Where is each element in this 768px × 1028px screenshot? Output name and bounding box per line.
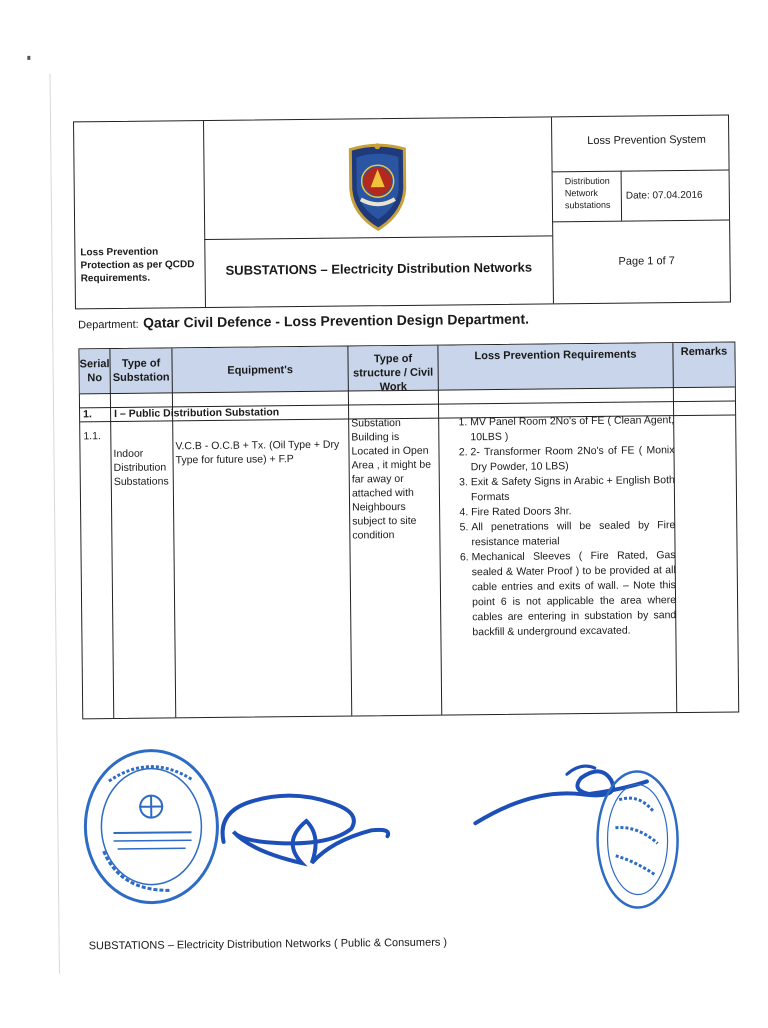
section-title: I – Public Distribution Substation xyxy=(114,406,280,420)
department-label: Department: xyxy=(78,318,139,332)
header-box xyxy=(73,115,731,310)
requirement-item: 6. Mechanical Sleeves ( Fire Rated, Gas sealed & Water Proof ) to be provided at all cable entries and exits of wall. – Note this point 6 is not applicable the area where cables are entering in substation by sand backfill & underground excavated. xyxy=(472,548,677,640)
lp-protection-label: Loss Prevention Protection as per QCDD Requirements. xyxy=(80,246,195,285)
col-type: Type of Substation xyxy=(112,357,170,385)
civil-defence-crest-logo xyxy=(342,139,413,232)
page-edge-shadow xyxy=(50,74,60,974)
requirement-item: 5. All penetrations will be sealed by Fire resistance material xyxy=(471,518,675,550)
scan-mark xyxy=(27,56,30,60)
hse-stamp xyxy=(79,740,231,912)
col-requirements: Loss Prevention Requirements xyxy=(474,348,637,363)
col-remarks: Remarks xyxy=(680,345,728,359)
requirements-table xyxy=(78,341,739,719)
row-equipment: V.C.B - O.C.B + Tx. (Oil Type + Dry Type for future use) + F.P xyxy=(175,438,340,467)
footer-title: SUBSTATIONS – Electricity Distribution Networks ( Public & Consumers ) xyxy=(88,936,448,953)
department-value: Qatar Civil Defence - Loss Prevention Design Department. xyxy=(143,310,530,331)
distribution-label: Distribution Network substations xyxy=(564,175,611,211)
col-equipment: Equipment's xyxy=(227,364,293,377)
page-number: Page 1 of 7 xyxy=(618,255,675,268)
document-title: SUBSTATIONS – Electricity Distribution Networks xyxy=(225,259,533,278)
requirement-item: 3. Exit & Safety Signs in Arabic + English Both Formats xyxy=(471,473,675,505)
col-serial: Serial No xyxy=(79,358,110,385)
civil-defence-stamp xyxy=(591,765,685,914)
requirement-item: 4. Fire Rated Doors 3hr. xyxy=(471,503,675,520)
system-label: Loss Prevention System xyxy=(587,133,706,148)
row-serial: 1.1. xyxy=(83,430,101,443)
col-structure: Type of structure / Civil Work xyxy=(353,352,434,394)
department-line xyxy=(78,311,529,334)
section-serial: 1. xyxy=(83,408,92,421)
row-structure: Substation Building is Located in Open Area , it might be far away or attached with Neighbours subject to site condition xyxy=(351,416,432,542)
signature-left xyxy=(211,770,402,882)
date-label: Date: 07.04.2016 xyxy=(625,189,703,202)
row-type: Indoor Distribution Substations xyxy=(113,447,169,488)
requirement-item: 2. 2- Transformer Room 2No's of FE ( Monix Dry Powder, 10 LBS) xyxy=(470,443,674,475)
requirements-list xyxy=(452,413,676,640)
requirement-item: 1. MV Panel Room 2No's of FE ( Clean Agent, 10LBS ) xyxy=(470,413,674,445)
